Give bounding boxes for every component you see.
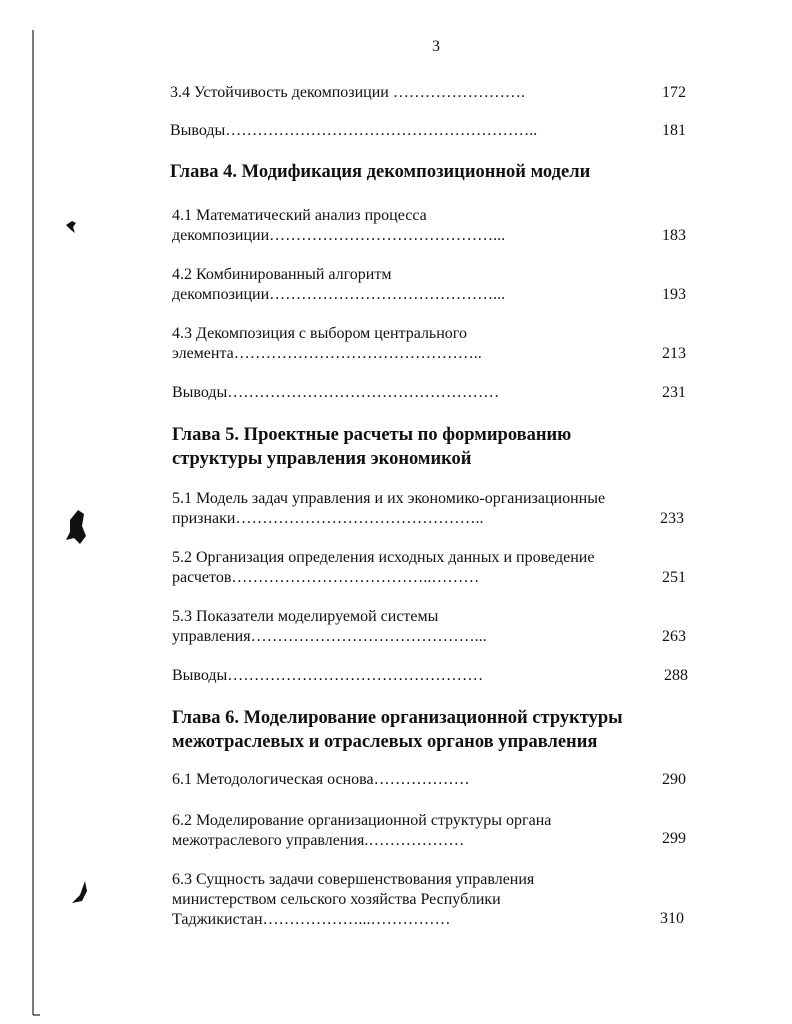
- toc-entry-conclusions-ch5[interactable]: [172, 666, 483, 686]
- page-number: 3: [432, 38, 440, 55]
- ink-blot-2: [66, 510, 86, 544]
- toc-entry-title: 4.1 Математический анализ процесса: [172, 207, 427, 224]
- toc-entry-page: 213: [662, 345, 686, 362]
- toc-entry-title: 5.1 Модель задач управления и их экономико-организационные: [172, 490, 606, 507]
- chapter-6-heading[interactable]: [172, 706, 623, 754]
- toc-entry-4-3[interactable]: [172, 324, 482, 364]
- toc-entry-5-1[interactable]: [172, 489, 605, 529]
- chapter-heading-line: Глава 5. Проектные расчеты по формированию: [172, 425, 572, 445]
- toc-entry-conclusions-ch4[interactable]: [172, 383, 499, 403]
- chapter-4-heading[interactable]: [170, 160, 590, 184]
- toc-entry-title: 6.2 Моделирование организационной структуры органа: [172, 812, 552, 829]
- chapter-heading-line: Глава 6. Моделирование организационной структуры: [172, 708, 623, 728]
- toc-entry-page: 299: [662, 830, 686, 847]
- toc-entry-title: Выводы…………………………………………: [172, 667, 484, 684]
- toc-entry-page: 183: [662, 227, 686, 244]
- toc-entry-page: 251: [662, 569, 686, 586]
- toc-entry-page: 181: [662, 122, 686, 139]
- toc-entry-4-2[interactable]: [172, 265, 505, 305]
- toc-entry-page: 310: [660, 910, 684, 927]
- toc-entry-title: 4.2 Комбинированный алгоритм: [172, 266, 392, 283]
- toc-entry-title: 6.3 Сущность задачи совершенствования управления: [172, 871, 535, 888]
- toc-entry-conclusions-ch3[interactable]: [170, 121, 537, 141]
- toc-entry-5-2[interactable]: [172, 548, 594, 588]
- toc-entry-title: Выводы…………………………………………………..: [170, 122, 538, 139]
- toc-entry-title-cont: министерством сельского хозяйства Республики: [172, 891, 501, 908]
- toc-entry-title: Выводы……………………………………………: [172, 384, 500, 401]
- ink-blot-3: [72, 881, 87, 903]
- toc-entry-page: 233: [660, 510, 684, 527]
- toc-entry-title-cont: управления……………………………………...: [172, 628, 487, 645]
- chapter-heading-line: Глава 4. Модификация декомпозиционной модели: [170, 162, 591, 182]
- toc-entry-4-1[interactable]: [172, 206, 505, 246]
- toc-entry-title: 5.3 Показатели моделируемой системы: [172, 608, 439, 625]
- toc-entry-page: 290: [662, 771, 686, 788]
- toc-entry-title-cont: декомпозиции……………………………………...: [172, 286, 506, 303]
- chapter-5-heading[interactable]: [172, 423, 571, 471]
- toc-entry-title-cont: признаки………………………………………..: [172, 510, 484, 527]
- chapter-heading-line: межотраслевых и отраслевых органов управления: [172, 732, 598, 752]
- toc-entry-page: 288: [664, 667, 688, 684]
- chapter-heading-line: структуры управления экономикой: [172, 449, 472, 469]
- toc-entry-6-1[interactable]: [172, 770, 470, 790]
- toc-entry-title-cont: Таджикистан………………...……………: [172, 911, 451, 928]
- ink-blot-1: [66, 221, 76, 233]
- toc-entry-title: 3.4 Устойчивость декомпозиции …………………….: [170, 84, 525, 101]
- toc-entry-6-3[interactable]: [172, 870, 534, 930]
- toc-entry-page: 172: [662, 84, 686, 101]
- toc-entry-title-cont: межотраслевого управления.………………: [172, 832, 465, 849]
- toc-entry-5-3[interactable]: [172, 607, 487, 647]
- toc-entry-6-2[interactable]: [172, 811, 551, 851]
- toc-entry-title-cont: декомпозиции……………………………………...: [172, 227, 506, 244]
- toc-entry-title: 5.2 Организация определения исходных данных и проведение: [172, 549, 595, 566]
- toc-entry-page: 193: [662, 286, 686, 303]
- toc-entry-3-4[interactable]: [170, 83, 525, 103]
- toc-entry-title: 6.1 Методологическая основа………………: [172, 771, 470, 788]
- toc-entry-page: 231: [662, 384, 686, 401]
- toc-entry-page: 263: [662, 628, 686, 645]
- toc-entry-title-cont: расчетов………………………………..………: [172, 569, 480, 586]
- toc-entry-title-cont: элемента………………………………………..: [172, 345, 482, 362]
- toc-entry-title: 4.3 Декомпозиция с выбором центрального: [172, 325, 467, 342]
